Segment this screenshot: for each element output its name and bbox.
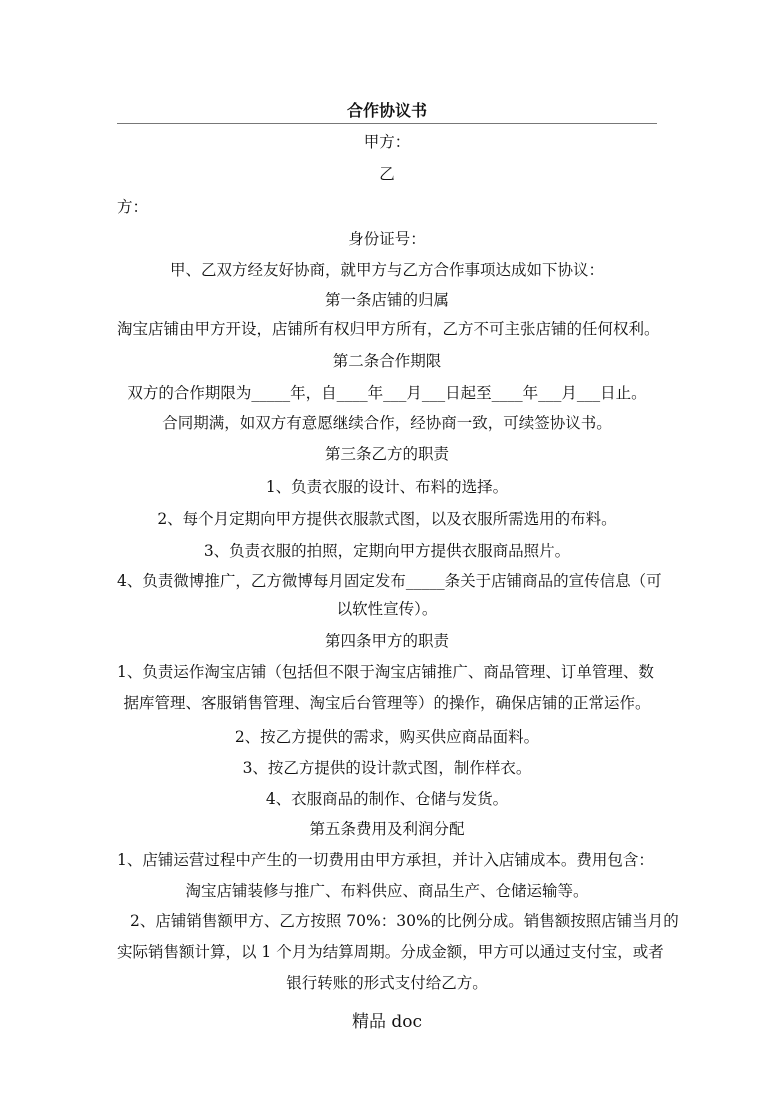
article-1-heading: 第一条店铺的归属 <box>324 291 449 309</box>
document-title: 合作协议书 <box>346 101 427 120</box>
article-4-item-3: 3、按乙方提供的设计款式图，制作样衣。 <box>242 759 532 777</box>
article-2-heading: 第二条合作期限 <box>332 352 442 370</box>
article-5-item-1-line2: 淘宝店铺装修与推广、布料供应、商品生产、仓储运输等。 <box>185 882 589 900</box>
preamble: 甲、乙双方经友好协商，就甲方与乙方合作事项达成如下协议： <box>169 261 604 279</box>
party-b-label-part1: 乙 <box>379 165 395 183</box>
article-3-heading: 第三条乙方的职责 <box>324 445 449 463</box>
article-5-item-2-line1: 2、店铺销售额甲方、乙方按照 70%：30%的比例分成。销售额按照店铺当月的 <box>130 912 679 930</box>
party-b-label-part2: 方： <box>117 198 149 216</box>
article-3-item-1: 1、负责衣服的设计、布料的选择。 <box>265 478 509 496</box>
footer-watermark: 精品 doc <box>351 1012 423 1032</box>
article-4-item-2: 2、按乙方提供的需求，购买供应商品面料。 <box>234 728 540 746</box>
title-divider <box>117 123 657 124</box>
article-4-item-1-line2: 据库管理、客服销售管理、淘宝后台管理等）的操作，确保店铺的正常运作。 <box>123 694 651 712</box>
article-4-item-4: 4、衣服商品的制作、仓储与发货。 <box>265 790 509 808</box>
article-3-item-4-line1: 4、负责微博推广，乙方微博每月固定发布_____条关于店铺商品的宣传信息（可 <box>117 572 662 590</box>
article-3-item-3: 3、负责衣服的拍照，定期向甲方提供衣服商品照片。 <box>203 542 571 560</box>
article-4-heading: 第四条甲方的职责 <box>324 632 449 650</box>
article-1-text: 淘宝店铺由甲方开设，店铺所有权归甲方所有，乙方不可主张店铺的任何权利。 <box>117 320 660 338</box>
article-2-term: 双方的合作期限为_____年，自____年___月___日起至____年___月___日止。 <box>127 384 647 402</box>
article-5-item-2-line2: 实际销售额计算，以 1 个月为结算周期。分成金额，甲方可以通过支付宝，或者 <box>117 943 664 961</box>
article-2-renewal: 合同期满，如双方有意愿继续合作，经协商一致，可续签协议书。 <box>162 414 612 432</box>
party-a-label: 甲方： <box>363 133 411 151</box>
article-5-item-2-line3: 银行转账的形式支付给乙方。 <box>286 974 488 992</box>
article-4-item-1-line1: 1、负责运作淘宝店铺（包括但不限于淘宝店铺推广、商品管理、订单管理、数 <box>117 663 654 681</box>
article-5-item-1-line1: 1、店铺运营过程中产生的一切费用由甲方承担，并计入店铺成本。费用包含： <box>117 851 654 869</box>
article-3-item-2: 2、每个月定期向甲方提供衣服款式图，以及衣服所需选用的布料。 <box>157 510 617 528</box>
id-number-label: 身份证号： <box>348 230 426 248</box>
article-5-heading: 第五条费用及利润分配 <box>309 820 465 838</box>
article-3-item-4-line2: 以软性宣传）。 <box>336 600 438 618</box>
